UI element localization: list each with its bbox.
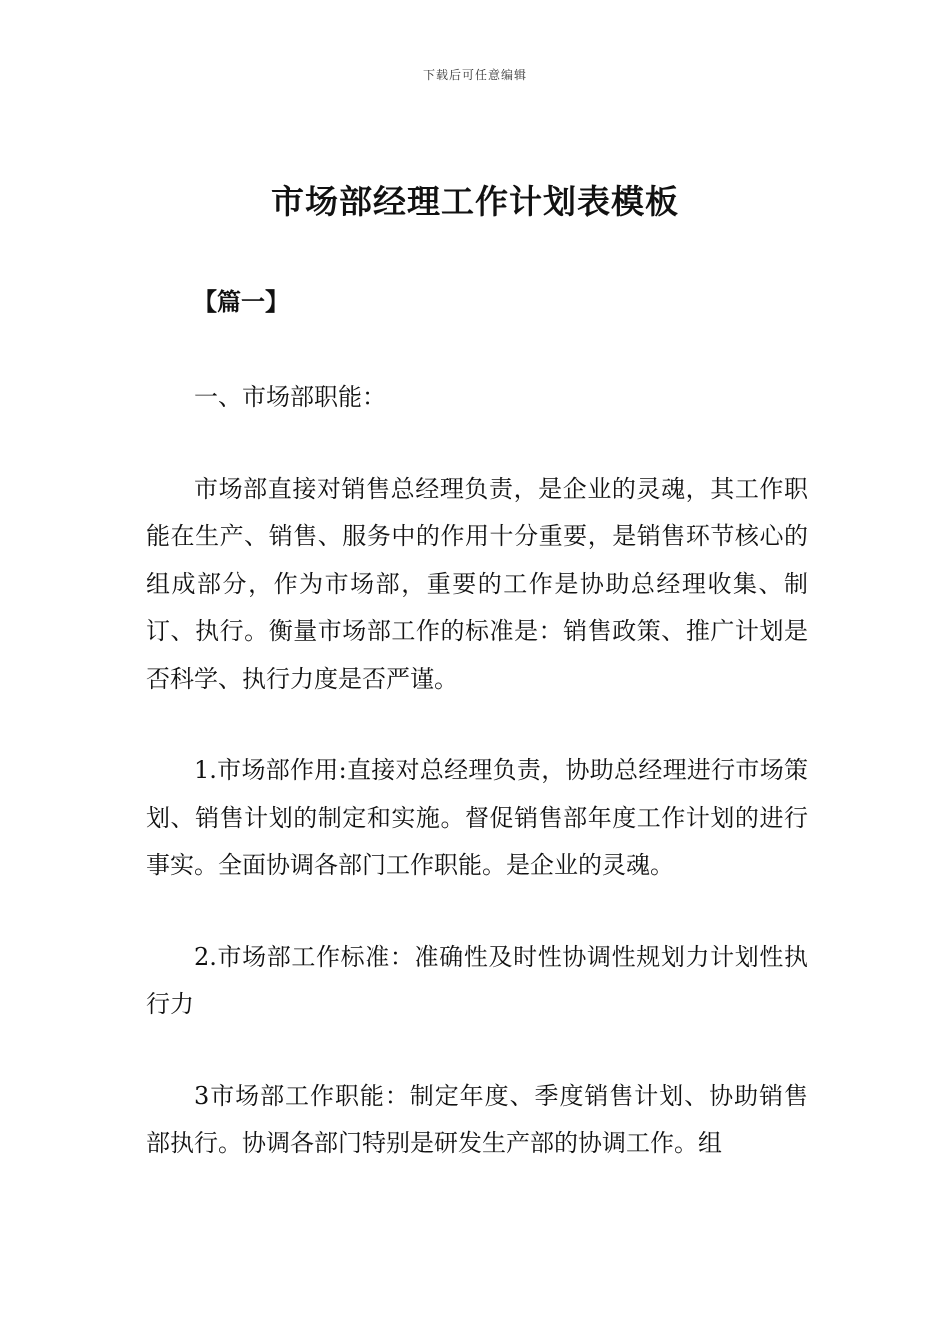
header-note: 下载后可任意编辑 [422,68,527,82]
section-label: 【篇一】 [193,288,289,316]
paragraph-intro: 市场部直接对销售总经理负责，是企业的灵魂，其工作职能在生产、销售、服务中的作用十分重要，是销售环节核心的组成部分，作为市场部，重要的工作是协助总经理收集、制订、执行。衡量市场部工作的标准是：销售政策、推广计划是否科学、执行力度是否严谨。 [146,474,808,693]
paragraph-standards: 2.市场部工作标准：准确性及时性协调性规划力计划性执行力 [146,942,808,1018]
document-title: 市场部经理工作计划表模板 [271,182,679,221]
paragraph-role: 1.市场部作用:直接对总经理负责，协助总经理进行市场策划、销售计划的制定和实施。督促销售部年度工作计划的进行事实。全面协调各部门工作职能。是企业的灵魂。 [146,756,808,879]
document-body [146,374,808,1212]
paragraph-duties: 3市场部工作职能：制定年度、季度销售计划、协助销售部执行。协调各部门特别是研发生产部的协调工作。组 [146,1081,808,1157]
paragraph-heading-functions: 一、市场部职能： [194,383,386,411]
